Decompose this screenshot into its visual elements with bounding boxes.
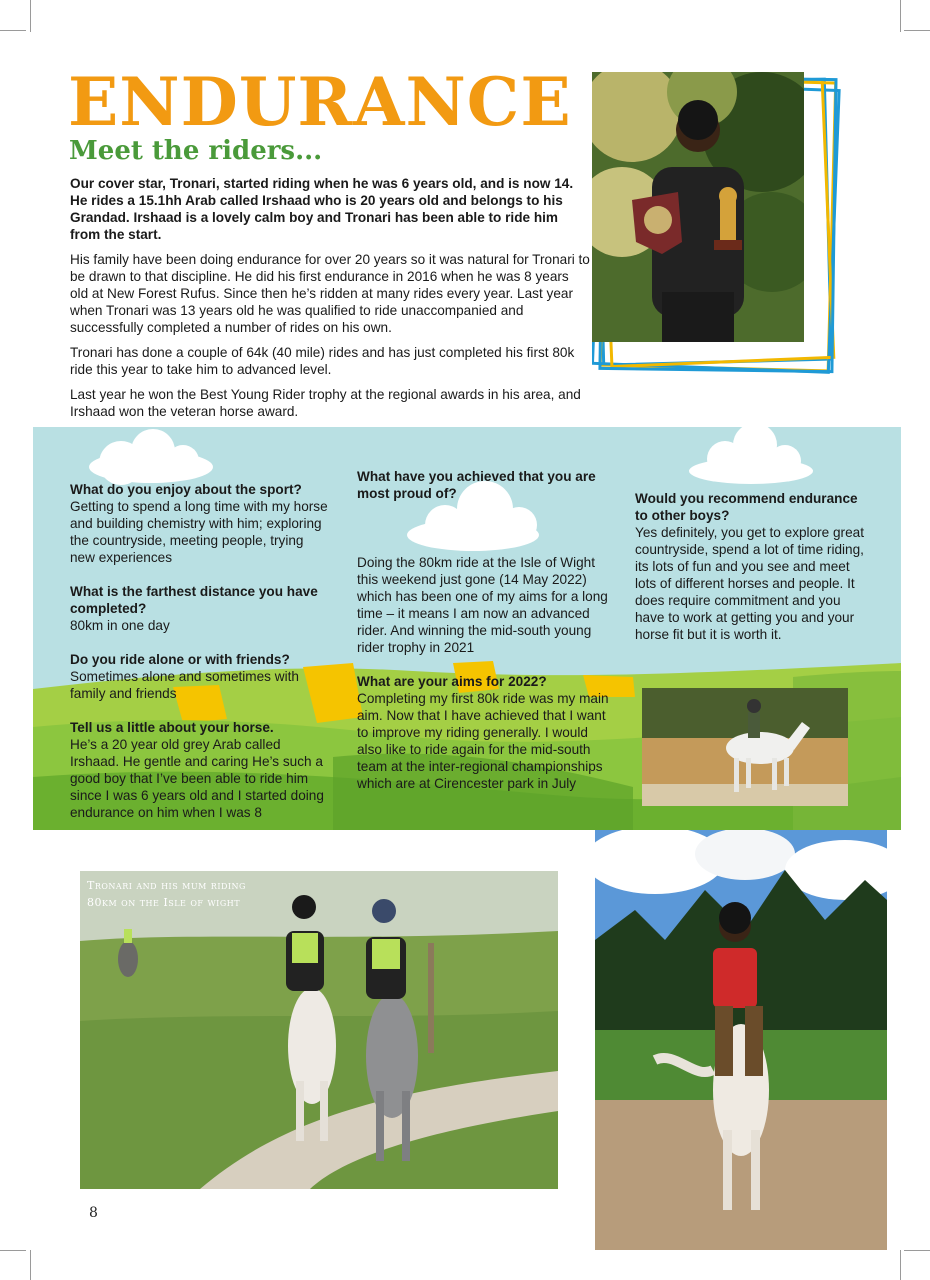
crop-mark <box>904 30 930 31</box>
answer: He’s a 20 year old grey Arab called Irshaad. He gentle and caring He’s such a good boy that I’ve been able to ride him since I was 6 years old and I started doing endurance on him when I was 8 <box>70 737 324 820</box>
question: What do you enjoy about the sport? <box>70 482 302 497</box>
question: What have you achieved that you are most proud of? <box>357 469 596 501</box>
crop-mark <box>900 0 901 32</box>
question: What are your aims for 2022? <box>357 674 547 689</box>
crop-mark <box>30 0 31 32</box>
intro-paragraph: Tronari has done a couple of 64k (40 mile) rides and has just completed his first 80k ride this year to take him to advanced level. <box>70 345 575 377</box>
qa-column-3 <box>635 490 870 643</box>
page-number: 8 <box>89 1205 98 1221</box>
question: Tell us a little about your horse. <box>70 720 274 735</box>
qa-column-1 <box>70 481 332 821</box>
intro-paragraph: Last year he won the Best Young Rider trophy at the regional awards in his area, and Irshaad won the veteran horse award. <box>70 387 581 419</box>
page-title: ENDURANCE <box>68 63 572 141</box>
portrait-photo-frame <box>592 72 844 382</box>
rider-with-trophies-photo <box>592 72 804 342</box>
question: Do you ride alone or with friends? <box>70 652 290 667</box>
answer: Sometimes alone and sometimes with family and friends <box>70 669 299 701</box>
two-riders-photo <box>80 871 558 1189</box>
photo-caption: Tronari and his mum riding 80km on the Isle of wight <box>87 879 246 909</box>
crop-mark <box>900 1250 901 1280</box>
intro-paragraph: His family have been doing endurance for over 20 years so it was natural for Tronari to be drawn to that discipline. He did his first endurance in 2016 when he was 8 years old at New Forest Rufus. Since then he’s ridden at many rides every year. Last year when Tronari was 13 years old he was qualified to ride unaccompanied and successfully completed a number of rides on his own. <box>70 252 590 335</box>
qa-column-2 <box>357 468 609 792</box>
page-subtitle: Meet the riders... <box>69 136 323 166</box>
intro-lead: Our cover star, Tronari, started riding when he was 6 years old, and is now 14. He rides a 15.1hh Arab called Irshaad who is 20 years old and belongs to his Grandad. Irshaad is a lovely calm boy and Tronari has been able to ride him from the start. <box>70 176 574 242</box>
answer: 80km in one day <box>70 618 170 633</box>
crop-mark <box>0 1250 26 1251</box>
rider-in-red-photo <box>595 830 887 1250</box>
question: What is the farthest distance you have completed? <box>70 584 318 616</box>
crop-mark <box>904 1250 930 1251</box>
rider-cantering-photo <box>642 688 848 806</box>
crop-mark <box>0 30 26 31</box>
answer: Yes definitely, you get to explore great countryside, spend a lot of time riding, its lots of fun and you see and meet lots of different horses and people. It does require commitment and you have to work at getting you and your horse fit but it is worth it. <box>635 525 864 642</box>
answer: Completing my first 80k ride was my main aim. Now that I have achieved that I want to improve my riding generally. I would also like to ride again for the mid-south team at the inter-regional championships which are at Cirencester park in July <box>357 691 609 791</box>
question: Would you recommend endurance to other boys? <box>635 491 858 523</box>
answer: Getting to spend a long time with my horse and building chemistry with him; exploring the countryside, meeting people, trying new experiences <box>70 499 328 565</box>
intro-article <box>70 175 590 428</box>
answer: Doing the 80km ride at the Isle of Wight this weekend just gone (14 May 2022) which has been one of my aims for a long time – it means I am now an advanced rider. And winning the mid-south young rider trophy in 2021 <box>357 555 608 655</box>
crop-mark <box>30 1250 31 1280</box>
